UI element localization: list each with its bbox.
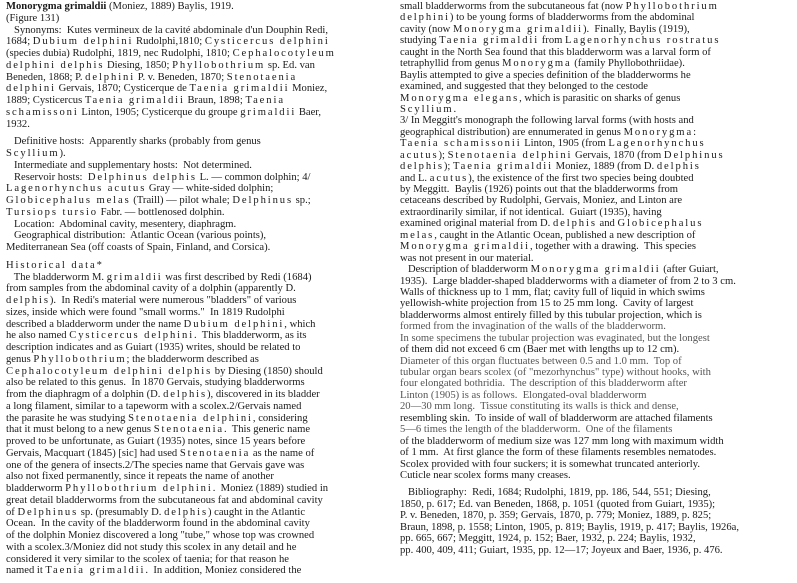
text-run: Linton (1905) is as follows. Elongated-oval bladderworm xyxy=(400,389,647,401)
taxon-name: Phyllobothrium xyxy=(172,59,266,71)
text-run: from xyxy=(539,35,566,47)
text-line xyxy=(6,354,398,366)
text-run: Gray — white-sided dolphin; xyxy=(146,183,274,195)
text-run: Diesing, 1850; xyxy=(104,59,173,71)
text-run: considered it very similar to the scolex of taenia; for that reason he xyxy=(6,553,289,565)
text-line xyxy=(400,104,795,115)
text-run: Linton, 1905; Cysticerque du groupe xyxy=(78,106,241,118)
taxon-name: Stenotaenia xyxy=(179,447,251,459)
text-line xyxy=(6,460,398,472)
text-line xyxy=(400,533,795,544)
taxon-name: Dubium delphini xyxy=(32,36,134,48)
text-run: by Meggitt. Baylis (1926) points out that the bladderworms from xyxy=(400,184,679,195)
text-run: Bibliography: Redi, 1684; Rudolphi, 1819, pp. 186, 544, 551; Diesing, xyxy=(400,487,711,499)
text-run: tubular organ bears scolex (of "mezorhynchus" type) without hooks, with xyxy=(400,367,711,378)
text-line xyxy=(6,377,398,389)
text-run: small bladderworms from the subcutaneous fat (now xyxy=(400,1,626,12)
text-run: examined, and suggested that they belonged to the cestode xyxy=(400,81,648,93)
text-line xyxy=(6,342,398,354)
text-line xyxy=(400,447,795,458)
text-line xyxy=(6,295,398,307)
taxon-name: delphini xyxy=(85,71,136,83)
taxon-name: Monorygma grimaldii xyxy=(452,23,583,35)
text-run: Geographical distribution: Atlantic Ocean (various points), xyxy=(6,230,267,242)
text-run: from samples from the abdominal cavity of a dolphin (apparently D. xyxy=(6,283,296,295)
text-run: cavity (now xyxy=(400,23,453,35)
taxon-name: Lagenorhynchus acutus xyxy=(6,183,147,195)
taxon-name: Tursiops tursio xyxy=(6,206,98,218)
text-line xyxy=(6,413,398,425)
taxon-name: Monorygma xyxy=(502,58,572,70)
taxon-name: Taenia grimaldii xyxy=(45,565,146,577)
text-run: 1932. xyxy=(6,118,30,130)
taxon-name: Phyllobothrium xyxy=(33,353,127,365)
taxon-name: delphini xyxy=(6,83,56,95)
text-line xyxy=(6,554,398,566)
text-line xyxy=(400,344,795,355)
text-run: Moniez, 1889 (from D. xyxy=(553,161,657,173)
text-run: P. v. Beneden, 1870, p. 359; Gervais, 1870, p. 779; Moniez, 1889, p. 825; xyxy=(400,510,712,522)
text-run: ) caught in the Atlantic xyxy=(207,506,306,518)
taxon-name: melas xyxy=(400,229,435,241)
taxon-name: Monorygma elegans xyxy=(400,92,520,104)
taxon-name: Delphinus xyxy=(663,149,725,161)
taxon-name: Taenia xyxy=(245,95,285,106)
text-line xyxy=(6,424,398,436)
text-line xyxy=(6,48,398,60)
taxon-name: Cysticercus delphini xyxy=(204,36,330,48)
text-run: as the name of xyxy=(250,447,315,459)
taxon-name: Stenotaenia delphini xyxy=(447,149,573,161)
text-line xyxy=(6,72,398,84)
text-run: sp. Ed. van xyxy=(265,59,315,71)
text-run: of xyxy=(6,506,18,518)
text-line xyxy=(6,307,398,319)
taxon-name: Scyllium xyxy=(6,148,60,159)
text-run: Definitive hosts: Apparently sharks (probably from genus xyxy=(6,136,261,148)
text-run: (family Phyllobothriidae). xyxy=(571,58,685,70)
text-line xyxy=(400,470,795,481)
taxon-name: Taenia schamissonii xyxy=(400,138,522,150)
text-run: cetaceans described by Rudolphi, Gervais, Moniez, and Linton are xyxy=(400,195,683,207)
text-run: resembling skin. To inside of wall of bladderworm are attached filaments xyxy=(400,412,713,424)
left-text-column xyxy=(6,1,398,577)
text-run: (Moniez, 1889) Baylis, 1919. xyxy=(106,1,234,12)
taxon-name: delphis xyxy=(400,161,444,173)
right-text-column xyxy=(400,1,795,556)
text-run: The bladderworm M. xyxy=(6,271,107,283)
taxon-name: Globicephalus melas xyxy=(6,195,131,206)
text-line xyxy=(400,127,795,138)
text-line xyxy=(6,25,398,37)
text-run: 1684; xyxy=(6,36,33,48)
taxon-name: acutus xyxy=(429,172,469,184)
text-run: by Diesing (1850) should xyxy=(212,365,323,377)
text-run: In some specimens the tubular projection was evaginated, but the longest xyxy=(400,332,710,344)
text-run: Beneden, 1868; P. xyxy=(6,71,86,83)
text-line xyxy=(6,195,398,207)
text-run: ), discovered in its bladder xyxy=(207,389,320,400)
text-run: pp. 400, 409, 411; Guiart, 1935, pp. 12—17; Joyeux and Baer, 1936, p. 476. xyxy=(400,544,723,556)
text-line xyxy=(400,195,795,206)
text-line xyxy=(6,272,398,284)
text-run: L. — common dolphin; 4/ xyxy=(196,171,311,183)
text-run: . Moniez (1889) studied in xyxy=(212,483,329,494)
text-run: the parasite he was studying xyxy=(6,412,129,424)
text-line xyxy=(6,207,398,219)
text-line xyxy=(400,47,795,58)
text-run: of the bladderworm of medium size was 127 mm long with maximum width xyxy=(400,435,724,447)
text-line xyxy=(400,522,795,533)
text-run: ). Finally, Baylis (1919), xyxy=(582,23,690,35)
taxon-name: Scyllium xyxy=(400,103,454,115)
text-run: Diameter of this organ fluctuates between 0.5 and 1.0 mm. Top of xyxy=(400,355,682,367)
text-run: P. v. Beneden, 1870; xyxy=(135,71,227,83)
text-line xyxy=(6,107,398,119)
text-run: Cuticle near scolex forms many creases. xyxy=(400,469,571,481)
text-run: Moniez, xyxy=(289,83,328,95)
text-run: Walls of thickness up to 1 mm, flat; cavity full of liquid in which swims xyxy=(400,286,705,298)
text-run: great detail bladderworms from the subcutaneous fat and abdominal cavity xyxy=(6,494,323,506)
text-run: described a bladderworm under the name xyxy=(6,318,184,330)
text-run: from the diaphragm of a dolphin (D. xyxy=(6,389,164,400)
taxon-name: Phyllobothrium delphini xyxy=(65,483,213,494)
text-run: (after Guiart, xyxy=(660,264,719,276)
text-line xyxy=(400,138,795,149)
text-line xyxy=(400,413,795,424)
text-run: Synonyms: Kutes vermineux de la cavité abdominale d'un Douphin Redi, xyxy=(6,24,329,36)
text-run: Linton, 1905 (from xyxy=(521,138,609,150)
taxon-name: Taenia grimaldii xyxy=(453,161,553,173)
taxon-name: schamissoni xyxy=(6,106,79,118)
text-line xyxy=(400,115,795,126)
text-line xyxy=(6,260,398,272)
text-run: named it xyxy=(6,565,46,577)
text-run: with a scolex.3/Moniez did not study this scolex in any detail and he xyxy=(6,541,297,553)
text-line xyxy=(400,424,795,435)
text-line xyxy=(6,283,398,295)
text-line xyxy=(400,298,795,309)
taxon-name: Delphinus delphis xyxy=(87,171,197,183)
text-run: Gervais, 1870; Cysticerque de xyxy=(55,83,190,95)
text-run: Gervais, 1870 (from xyxy=(572,149,664,161)
text-line xyxy=(400,390,795,401)
text-line xyxy=(6,95,398,107)
text-run: description indicates and as Guiart (1935) writes, should be related to xyxy=(6,342,301,353)
taxon-name: Delphinus xyxy=(17,506,79,518)
text-line xyxy=(400,150,795,161)
text-line xyxy=(400,401,795,412)
text-run: Rudolphi,1810; xyxy=(133,36,205,48)
text-run: , together with a drawing. This species xyxy=(529,241,696,253)
text-run: Braun, 1898; xyxy=(184,95,246,106)
taxon-name: Stenotaenia xyxy=(226,71,298,83)
text-run: also not fixed permanently, since it repeats the name of another xyxy=(6,471,274,483)
text-line xyxy=(400,58,795,69)
text-line xyxy=(6,436,398,448)
text-run: that it must belong to a new genus xyxy=(6,424,154,436)
text-run: one of the genera of insects.2/The species name that Gervais gave was xyxy=(6,459,305,471)
taxon-name: Phyllobothrium xyxy=(625,1,719,12)
text-line xyxy=(6,183,398,195)
text-run: proved to be unfortunate, as Guiart (1935) notes, since 15 years before xyxy=(6,436,306,447)
taxon-name: delphini delphis xyxy=(6,59,105,71)
text-line xyxy=(6,219,398,231)
text-line xyxy=(6,565,398,577)
text-run: 1850, p. 617; Ed. van Beneden, 1868, p. 1051 (quoted from Guiart, 1935); xyxy=(400,498,716,510)
text-run: bladderworms almost entirely filled by this tubular projection, which is xyxy=(400,309,702,321)
text-run: (Traill) — pilot whale; xyxy=(130,195,233,206)
text-line xyxy=(400,12,795,23)
text-line xyxy=(400,161,795,172)
text-line xyxy=(400,356,795,367)
species-heading: Monorygma grimaldii xyxy=(6,1,107,12)
text-run: ) to be young forms of bladderworms from the abdominal xyxy=(449,12,695,24)
text-line xyxy=(400,367,795,378)
text-run: was not present in our material. xyxy=(400,252,534,264)
taxon-name: delphis xyxy=(552,218,597,230)
taxon-name: Taenia grimaldii xyxy=(439,35,540,47)
text-run: was first described by Redi (1684) xyxy=(162,271,312,283)
text-line xyxy=(6,483,398,495)
text-line xyxy=(400,459,795,470)
text-line xyxy=(6,136,398,148)
text-line xyxy=(6,366,398,378)
taxon-name: grimaldii xyxy=(240,106,297,118)
text-run: 5—6 times the length of the bladderworm. One of the filaments xyxy=(400,424,673,436)
text-run: genus xyxy=(6,353,34,365)
text-line xyxy=(400,1,795,12)
taxon-name: delphis xyxy=(163,389,208,400)
text-run: 3/ In Meggitt's monograph the following larval forms (with hosts and xyxy=(400,115,694,127)
text-run: tetraphyllid from genus xyxy=(400,58,503,70)
text-run: sp.; xyxy=(293,195,311,206)
text-line xyxy=(6,330,398,342)
text-run: sp. (presumably D. xyxy=(78,506,165,518)
taxon-name: Cysticercus delphini xyxy=(69,330,195,342)
text-line xyxy=(6,401,398,413)
text-line xyxy=(6,530,398,542)
text-run: a long filament, similar to a tapeworm with a scolex.2/Gervais named xyxy=(6,400,302,412)
text-run: of them did not exceed 6 cm (Baer met with lengths up to 12 cm). xyxy=(400,344,680,356)
text-run: and xyxy=(596,218,618,230)
text-line xyxy=(400,253,795,264)
text-line xyxy=(6,1,398,13)
text-line xyxy=(6,160,398,172)
taxon-name: Dubium delphini xyxy=(183,318,285,330)
text-line xyxy=(400,218,795,229)
text-line xyxy=(400,264,795,275)
text-run: 1889; Cysticercus xyxy=(6,95,85,106)
text-line xyxy=(400,487,795,498)
taxon-name: Globicephalus xyxy=(617,218,704,230)
text-line xyxy=(400,545,795,556)
taxon-name: Monorygma grimaldii xyxy=(530,264,661,276)
text-line xyxy=(6,172,398,184)
text-run: 1935). Large bladder-shaped bladderworms with a diameter of from 2 to 3 cm. xyxy=(400,275,736,287)
text-line xyxy=(400,70,795,81)
text-run: Location: Abdominal cavity, mesentery, diaphragm. xyxy=(6,218,237,230)
text-line xyxy=(6,542,398,554)
text-line xyxy=(400,499,795,510)
text-run: Braun, 1898, p. 1558; Linton, 1905, p. 819; Baylis, 1919, p. 417; Baylis, 1926a, xyxy=(400,521,739,533)
text-run: . This bladderworm, as its xyxy=(194,330,307,342)
taxon-name: Lagenorhynchus rostratus xyxy=(565,35,721,47)
taxon-name: acutus xyxy=(400,149,439,161)
text-line xyxy=(400,35,795,46)
text-run: he also named xyxy=(6,330,70,342)
text-run: , considering xyxy=(252,412,308,424)
text-line xyxy=(400,321,795,332)
text-run: . In addition, Moniez considered the xyxy=(145,565,302,577)
text-line xyxy=(6,13,398,25)
text-line xyxy=(6,242,398,254)
taxon-name: grimaldii xyxy=(106,271,163,283)
text-run: . xyxy=(453,103,457,115)
text-line xyxy=(400,93,795,104)
text-line xyxy=(400,510,795,521)
text-run: examined original material from D. xyxy=(400,218,553,230)
taxon-name: delphis xyxy=(6,295,50,306)
text-run: (species dubia) Rudolphi, 1819, nec Rudolphi, 1810; xyxy=(6,48,233,59)
text-run: Mediterranean Sea (off coasts of Spain, Finland, and Corsica). xyxy=(6,242,271,253)
text-run: Gervais, Macquart (1845) [sic] had used xyxy=(6,447,180,459)
text-run: formed from the invagination of the walls of the bladderworm. xyxy=(400,321,666,333)
text-run: (Figure 131) xyxy=(6,12,60,24)
taxon-name: Cephalocotyleum xyxy=(232,48,336,59)
text-run: studying xyxy=(400,35,440,47)
taxon-name: Stenotaenia xyxy=(153,424,225,436)
text-line xyxy=(6,83,398,95)
text-line xyxy=(6,230,398,242)
taxon-name: Cephalocotyleum delphini delphis xyxy=(6,365,213,377)
text-run: bladderworm xyxy=(6,483,66,494)
text-line xyxy=(6,518,398,530)
text-line xyxy=(6,495,398,507)
text-run: Fabr. — bottlenosed dolphin. xyxy=(98,206,225,218)
text-line xyxy=(6,148,398,160)
text-run: Baer, xyxy=(296,106,322,118)
taxon-name: Monorygma xyxy=(623,126,694,138)
taxon-name: Historical data* xyxy=(6,259,104,271)
text-line xyxy=(6,448,398,460)
text-run: of the dolphin Moniez discovered a long "tube," whose top was crowned xyxy=(6,530,315,541)
text-line xyxy=(6,36,398,48)
text-run: , caught in the Atlantic Ocean, published a new description of xyxy=(434,229,696,241)
taxon-name: delphis xyxy=(164,506,208,518)
text-run: caught in the North Sea found that this bladderworm was a larval form of xyxy=(400,46,711,58)
text-line xyxy=(400,436,795,447)
text-run: sizes, inside which were found "small worms." In 1819 Rudolphi xyxy=(6,306,285,318)
text-run: ). xyxy=(59,148,66,159)
taxon-name: Taenia grimaldii xyxy=(84,95,185,106)
text-run: ). In Redi's material were numerous "bladders" of various xyxy=(49,295,297,306)
text-run: yellowish-white projection from 15 to 25 mm long. Cavity of largest xyxy=(400,298,694,310)
text-run: ); xyxy=(443,161,454,173)
text-run: : xyxy=(693,126,697,138)
taxon-name: delphis xyxy=(656,161,701,173)
taxon-name: Monorygma grimaldii xyxy=(400,241,530,253)
text-run: Baylis attempted to give a species definition of the bladderworms he xyxy=(400,69,691,81)
text-run: . This generic name xyxy=(224,424,311,436)
text-run: , which is parasitic on sharks of genus xyxy=(519,92,681,104)
text-line xyxy=(400,310,795,321)
text-line xyxy=(400,230,795,241)
text-run: also be related to this genus. In 1870 Gervais, studying bladderworms xyxy=(6,377,305,389)
text-run: ); xyxy=(438,149,448,161)
text-run: ), the existence of the first two species being doubted xyxy=(468,172,694,184)
text-line xyxy=(6,60,398,72)
text-line xyxy=(400,276,795,287)
text-run: ; the bladderworm described as xyxy=(126,353,259,365)
text-line xyxy=(400,207,795,218)
text-run: 20—30 mm long. Tissue constituting its walls is thick and dense, xyxy=(400,401,679,413)
text-run: , which xyxy=(284,318,316,330)
text-line xyxy=(6,319,398,331)
text-line xyxy=(6,471,398,483)
text-line xyxy=(400,81,795,92)
taxon-name: Stenotaenia delphini xyxy=(128,412,253,424)
text-run: Scolex provided with four suckers; it is somewhat truncated anteriorly. xyxy=(400,458,700,470)
text-line xyxy=(400,173,795,184)
text-line xyxy=(400,378,795,389)
text-line xyxy=(400,241,795,252)
text-run: Description of bladderworm xyxy=(400,264,531,276)
text-line xyxy=(6,119,398,131)
text-run: and L. xyxy=(400,172,430,184)
taxon-name: delphini xyxy=(400,12,450,24)
text-line xyxy=(6,389,398,401)
text-line xyxy=(6,507,398,519)
text-run: geographical distribution) are ennumerated in genus xyxy=(400,126,624,138)
text-line xyxy=(400,184,795,195)
text-run: pp. 665, 667; Meggitt, 1924, p. 152; Baer, 1932, p. 224; Baylis, 1932, xyxy=(400,533,696,545)
text-run: extraordinarily similar, if not identical. Guiart (1935), having xyxy=(400,206,662,218)
text-line xyxy=(400,24,795,35)
taxon-name: Lagenorhynchus xyxy=(608,138,706,150)
taxon-name: Taenia grimaldii xyxy=(189,83,290,95)
text-line xyxy=(400,287,795,298)
taxon-name: Delphinus xyxy=(232,195,294,206)
text-run: of 1 mm. At first glance the form of these filaments resembles nematodes. xyxy=(400,447,717,459)
text-run: four elongated bothridia. The description of this bladderworm after xyxy=(400,378,687,390)
text-line xyxy=(400,333,795,344)
text-run: Intermediate and supplementary hosts: Not determined. xyxy=(6,159,252,171)
text-run: Ocean. In the cavity of the bladderworm found in the abdominal cavity xyxy=(6,518,310,530)
text-run: Reservoir hosts: xyxy=(6,171,88,183)
